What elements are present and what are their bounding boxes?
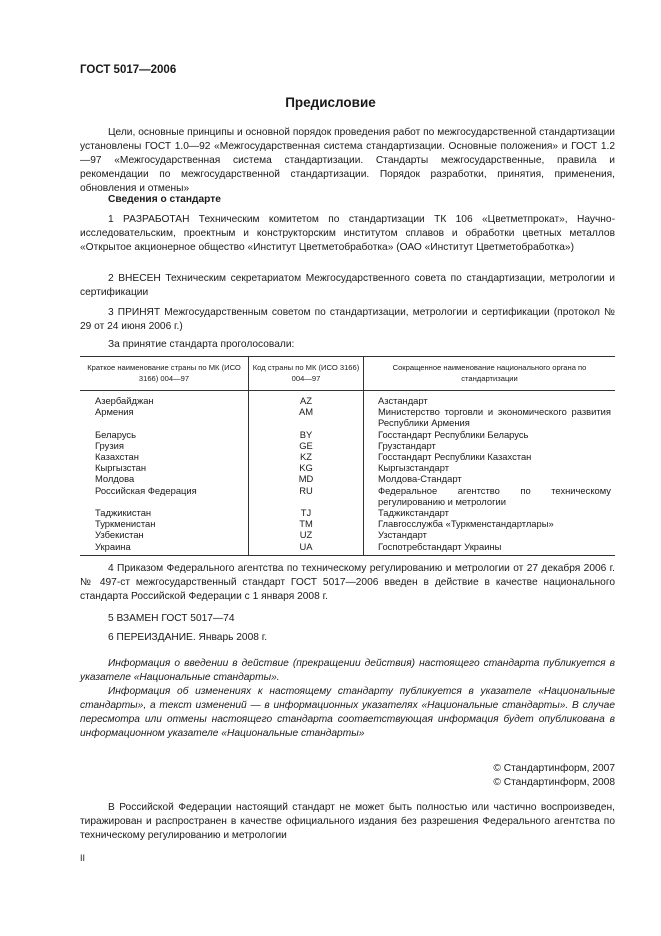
table-cell-code: UA xyxy=(249,541,364,556)
table-cell-code: BY xyxy=(249,429,364,440)
table-header-body: Сокращенное наименование национального органа по стандартизации xyxy=(364,357,616,391)
table-header-code: Код страны по МК (ИСО 3166) 004—97 xyxy=(249,357,364,391)
table-cell-body: Таджикстандарт xyxy=(364,507,616,518)
table-cell-code: AM xyxy=(249,406,364,428)
table-cell-country: Молдова xyxy=(95,473,135,485)
table-cell-body: Госпотребстандарт Украины xyxy=(364,541,616,556)
voting-table xyxy=(80,356,615,556)
table-cell-code: KG xyxy=(249,462,364,473)
page-number: II xyxy=(80,853,86,863)
table-cell-body: Госстандарт Республики Казахстан xyxy=(364,451,616,462)
table-cell-body: Узстандарт xyxy=(364,529,616,540)
table-cell-body: Грузстандарт xyxy=(364,440,616,451)
table-row xyxy=(80,518,615,529)
item-3-paragraph: 3 ПРИНЯТ Межгосударственным советом по стандартизации, метрологии и сертификации (протокол № 29 от 24 июня 2006 г.) xyxy=(80,307,615,332)
table-cell-body: Главгосслужба «Туркменстандартлары» xyxy=(364,518,616,529)
table-cell-code: RU xyxy=(249,485,364,507)
item-2-paragraph: 2 ВНЕСЕН Техническим секретариатом Межгосударственного совета по стандартизации, метрологии и сертификации xyxy=(80,273,615,298)
table-cell-code: GE xyxy=(249,440,364,451)
table-cell-code: AZ xyxy=(249,391,364,407)
item-1-paragraph: 1 РАЗРАБОТАН Техническим комитетом по стандартизации ТК 106 «Цветметпрокат», Научно-исследовательским, проектным и конструкторским институтом сплавов и обработки цветных металлов «Открытое акционерное общество «Институт Цветметобработка» (ОАО «Институт Цветметобработка») xyxy=(80,214,615,253)
table-cell-country: Таджикистан xyxy=(95,507,152,519)
table-cell-body: Молдова-Стандарт xyxy=(364,473,616,484)
table-cell-country: Казахстан xyxy=(95,451,139,463)
table-cell-code: TJ xyxy=(249,507,364,518)
info-heading: Сведения о стандарте xyxy=(108,194,221,205)
table-cell-country: Грузия xyxy=(95,439,124,451)
table-row xyxy=(80,406,615,428)
table-cell-code: UZ xyxy=(249,529,364,540)
table-cell-body: Госстандарт Республики Беларусь xyxy=(364,429,616,440)
table-cell-code: MD xyxy=(249,473,364,484)
table-cell-code: KZ xyxy=(249,451,364,462)
table-row xyxy=(80,462,615,473)
table-cell-country: Украина xyxy=(80,541,249,556)
table-cell-body: Кыргызстандарт xyxy=(364,462,616,473)
copyright-2008: © Стандартинформ, 2008 xyxy=(493,777,615,788)
table-cell-body: Министерство торговли и экономического развития Республики Армения xyxy=(364,406,616,428)
table-cell-country: Туркменистан xyxy=(95,518,156,530)
table-cell-country: Азербайджан xyxy=(95,395,154,406)
table-cell-country: Беларусь xyxy=(95,428,137,440)
table-header-row xyxy=(80,357,615,391)
item-5-paragraph: 5 ВЗАМЕН ГОСТ 5017—74 xyxy=(108,613,235,624)
copyright-2007: © Стандартинформ, 2007 xyxy=(493,763,615,774)
document-code: ГОСТ 5017—2006 xyxy=(80,64,177,76)
table-cell-body: Федеральное агентство по техническому регулированию и метрологии xyxy=(364,485,616,507)
page-title: Предисловие xyxy=(285,95,376,110)
table-row xyxy=(80,473,615,484)
table-cell-country: Армения xyxy=(95,406,134,418)
table-cell-code: TM xyxy=(249,518,364,529)
table-row xyxy=(80,391,615,407)
vote-intro: За принятие стандарта проголосовали: xyxy=(108,339,295,350)
reproduction-notice: В Российской Федерации настоящий стандарт не может быть полностью или частично воспроизведен, тиражирован и распространен в качестве официального издания без разрешения Федерального агентства по техническому регулированию и метрологии xyxy=(80,802,615,841)
notice-introduction: Информация о введении в действие (прекращении действия) настоящего стандарта публикуется в указателе «Национальные стандарты». xyxy=(80,658,615,683)
notice-amendments: Информация об изменениях к настоящему стандарту публикуется в указателе «Национальные стандарты», а текст изменений — в информационных указателях «Национальные стандарты». В случае пересмотра или отмены настоящего стандарта соответствующая информация будет опубликована в информационном указателе «Национальные стандарты» xyxy=(80,686,615,739)
table-cell-country: Кыргызстан xyxy=(95,462,147,474)
table-row xyxy=(80,529,615,540)
intro-paragraph: Цели, основные принципы и основной порядок проведения работ по межгосударственной стандартизации установлены ГОСТ 1.0—92 «Межгосударственная система стандартизации. Основные положения» и ГОСТ 1.2—97 «Межгосударственная система стандартизации. Стандарты межгосударственные, правила и рекомендации по межгосударственной стандартизации. Порядок разработки, принятия, применения, обновления и отмены» xyxy=(80,127,615,194)
table-row xyxy=(80,485,615,507)
item-6-paragraph: 6 ПЕРЕИЗДАНИЕ. Январь 2008 г. xyxy=(108,632,268,643)
table-cell-country: Российская Федерация xyxy=(95,484,197,496)
table-row xyxy=(80,451,615,462)
table-cell-country: Узбекистан xyxy=(95,529,144,541)
table-header-country: Краткое наименование страны по МК (ИСО 3166) 004—97 xyxy=(80,357,249,391)
table-row xyxy=(80,429,615,440)
table-cell-body: Азстандарт xyxy=(364,391,616,407)
table-row xyxy=(80,507,615,518)
table-row xyxy=(80,541,615,556)
item-4-paragraph: 4 Приказом Федерального агентства по техническому регулированию и метрологии от 27 декабря 2006 г. № 497-ст межгосударственный стандарт ГОСТ 5017—2006 введен в действие в качестве национального стандарта Российской Федерации с 1 января 2008 г. xyxy=(80,563,615,602)
table-row xyxy=(80,440,615,451)
